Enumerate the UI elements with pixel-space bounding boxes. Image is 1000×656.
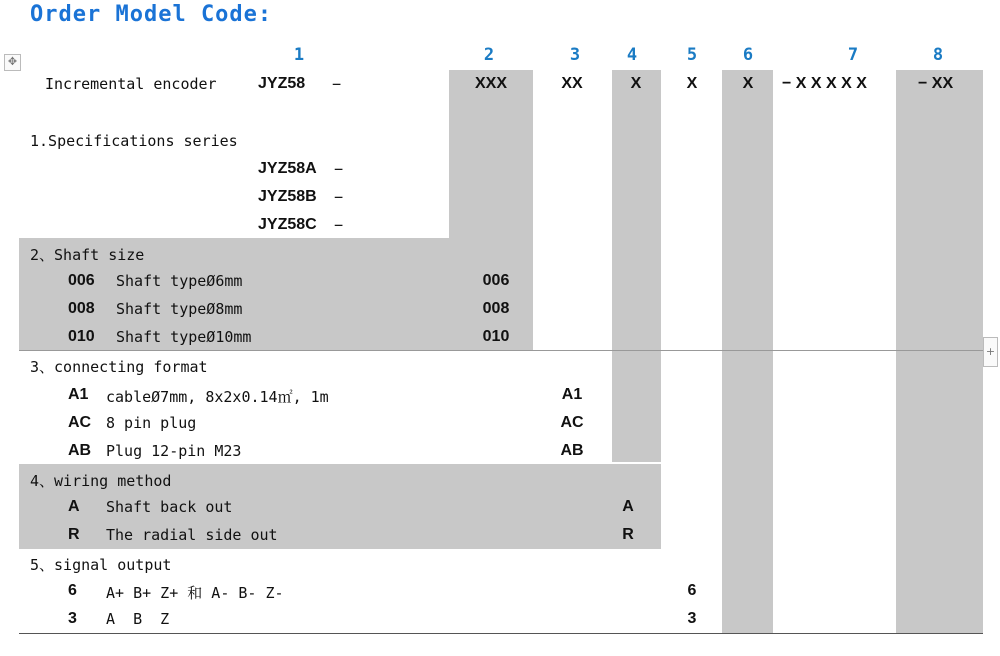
page-title: Order Model Code: bbox=[30, 2, 273, 27]
option-value: A1 bbox=[561, 386, 583, 403]
product-model: JYZ58 bbox=[258, 75, 306, 92]
option-value: 010 bbox=[482, 328, 510, 345]
code-col-5: X bbox=[686, 75, 698, 92]
option-code: 6 bbox=[68, 582, 77, 599]
table-bottom-border bbox=[19, 633, 983, 634]
option-code: A bbox=[68, 498, 80, 515]
option-desc: A+ B+ Z+ 和 A- B- Z- bbox=[106, 584, 284, 602]
code-col-8: − XX bbox=[918, 75, 954, 92]
option-code: 006 bbox=[68, 272, 95, 289]
option-value: AC bbox=[560, 414, 584, 431]
option-desc: 8 pin plug bbox=[106, 414, 197, 432]
option-desc: Shaft typeØ10mm bbox=[116, 328, 252, 346]
option-code: R bbox=[68, 526, 80, 543]
add-column-button[interactable]: + bbox=[983, 337, 998, 367]
option-code: 3 bbox=[68, 610, 77, 627]
column-2-shade-top bbox=[449, 70, 533, 238]
series-code: JYZ58B bbox=[258, 188, 317, 205]
option-code: AC bbox=[68, 414, 92, 431]
option-desc: cableØ7mm, 8x2x0.14㎡, 1m bbox=[106, 388, 329, 406]
table-move-handle-icon[interactable]: ✥ bbox=[4, 54, 21, 71]
divider bbox=[19, 350, 983, 351]
section5-heading: 5、signal output bbox=[30, 556, 172, 574]
series-code: JYZ58C bbox=[258, 216, 317, 233]
option-desc: Plug 12-pin M23 bbox=[106, 442, 242, 460]
option-desc: Shaft typeØ6mm bbox=[116, 272, 243, 290]
option-desc: Shaft typeØ8mm bbox=[116, 300, 243, 318]
column-number-1: 1 bbox=[293, 45, 305, 65]
section2-heading: 2、Shaft size bbox=[30, 246, 145, 264]
series-dash: − bbox=[334, 216, 344, 234]
series-dash: − bbox=[334, 160, 344, 178]
option-desc: The radial side out bbox=[106, 526, 278, 544]
column-number-4: 4 bbox=[626, 45, 638, 65]
option-value: R bbox=[622, 526, 634, 543]
option-value: 3 bbox=[687, 610, 697, 627]
section1-heading: 1.Specifications series bbox=[30, 132, 238, 150]
product-label: Incremental encoder bbox=[45, 75, 217, 93]
section4-heading: 4、wiring method bbox=[30, 472, 172, 490]
column-number-5: 5 bbox=[686, 45, 698, 65]
option-code: 010 bbox=[68, 328, 95, 345]
code-col-4: X bbox=[630, 75, 642, 92]
column-number-3: 3 bbox=[569, 45, 581, 65]
column-number-8: 8 bbox=[932, 45, 944, 65]
column-number-2: 2 bbox=[483, 45, 495, 65]
option-value: 006 bbox=[482, 272, 510, 289]
option-desc: A B Z bbox=[106, 610, 170, 628]
option-code: A1 bbox=[68, 386, 89, 403]
option-desc: Shaft back out bbox=[106, 498, 233, 516]
option-value: AB bbox=[560, 442, 584, 459]
product-dash: − bbox=[332, 75, 342, 93]
section3-heading: 3、connecting format bbox=[30, 358, 208, 376]
option-value: 008 bbox=[482, 300, 510, 317]
column-number-7: 7 bbox=[847, 45, 859, 65]
code-col-6: X bbox=[742, 75, 754, 92]
series-code: JYZ58A bbox=[258, 160, 317, 177]
series-dash: − bbox=[334, 188, 344, 206]
option-code: AB bbox=[68, 442, 92, 459]
column-4-shade bbox=[612, 70, 661, 462]
option-value: A bbox=[622, 498, 634, 515]
option-code: 008 bbox=[68, 300, 95, 317]
code-col-7: − X X X X X bbox=[782, 75, 867, 92]
code-col-2: XXX bbox=[474, 75, 507, 92]
column-6-shade bbox=[722, 70, 773, 634]
column-8-shade bbox=[896, 70, 983, 634]
option-value: 6 bbox=[687, 582, 697, 599]
column-number-6: 6 bbox=[742, 45, 754, 65]
code-col-3: XX bbox=[561, 75, 583, 92]
